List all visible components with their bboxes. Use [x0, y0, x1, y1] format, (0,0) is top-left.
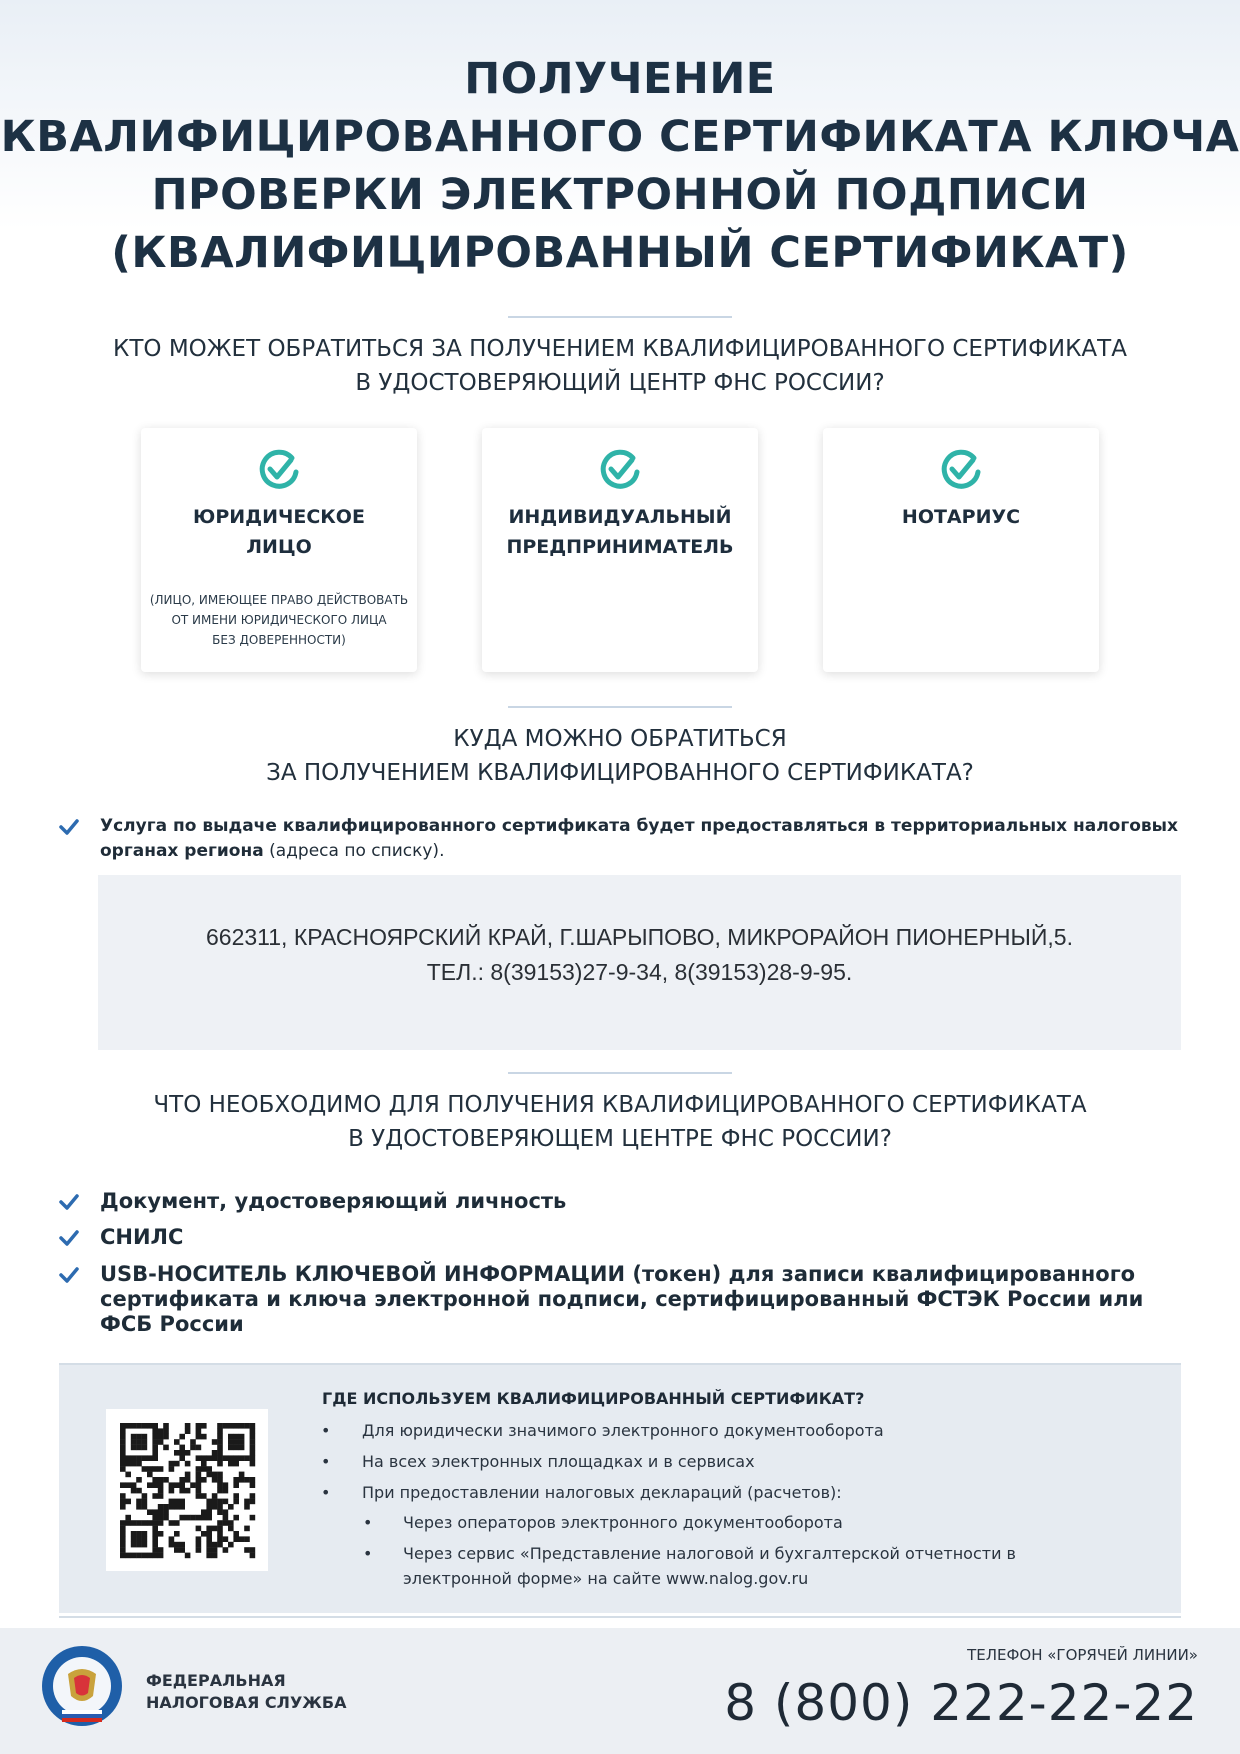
address-line: 662311, КРАСНОЯРСКИЙ КРАЙ, Г.ШАРЫПОВО, МИКРОРАЙОН ПИОНЕРНЫЙ,5. [206, 924, 1073, 950]
title-line: КВАЛИФИЦИРОВАННОГО СЕРТИФИКАТА КЛЮЧА [0, 112, 1240, 162]
tick-icon [59, 1230, 79, 1246]
page-title [0, 50, 1240, 282]
title-line: ПРОВЕРКИ ЭЛЕКТРОННОЙ ПОДПИСИ [151, 170, 1089, 220]
card-title [823, 502, 1099, 532]
tick-icon [59, 1267, 79, 1283]
card-title [482, 502, 758, 562]
who-heading-line: КТО МОЖЕТ ОБРАТИТЬСЯ ЗА ПОЛУЧЕНИЕМ КВАЛИФИЦИРОВАННОГО СЕРТИФИКАТА [113, 336, 1127, 362]
card-note-line: (ЛИЦО, ИМЕЮЩЕЕ ПРАВО ДЕЙСТВОВАТЬ [149, 593, 409, 607]
tick-icon [59, 819, 79, 835]
title-line: (КВАЛИФИЦИРОВАННЫЙ СЕРТИФИКАТ) [111, 228, 1129, 278]
fns-emblem-icon [40, 1644, 124, 1728]
card-legal-entity [141, 428, 417, 672]
card-notary [823, 428, 1099, 672]
requirement-item: СНИЛС [100, 1225, 184, 1249]
usage-item: Для юридически значимого электронного документооборота [362, 1421, 884, 1440]
requirements-heading-line: В УДОСТОВЕРЯЮЩЕМ ЦЕНТРЕ ФНС РОССИИ? [348, 1126, 892, 1152]
usage-title: ГДЕ ИСПОЛЬЗУЕМ КВАЛИФИЦИРОВАННЫЙ СЕРТИФИКАТ? [322, 1389, 865, 1408]
usage-bullet: • [321, 1483, 331, 1502]
address-phone-line: ТЕЛ.: 8(39153)27-9-34, 8(39153)28-9-95. [426, 959, 853, 985]
usage-item: При предоставлении налоговых деклараций (расчетов): [362, 1483, 842, 1502]
usage-subitem: Через операторов электронного документооборота [403, 1513, 843, 1532]
card-entrepreneur [482, 428, 758, 672]
where-heading-line: ЗА ПОЛУЧЕНИЕМ КВАЛИФИЦИРОВАННОГО СЕРТИФИКАТА? [266, 760, 974, 786]
usage-bullet: • [321, 1421, 331, 1440]
requirement-item: Документ, удостоверяющий личность [100, 1189, 567, 1213]
usage-item: На всех электронных площадках и в сервисах [362, 1452, 755, 1471]
service-text-bold: Услуга по выдаче квалифицированного сертификата будет предоставляться в территориальных налоговых органах региона [100, 816, 1178, 861]
hotline-label: ТЕЛЕФОН «ГОРЯЧЕЙ ЛИНИИ» [967, 1646, 1198, 1664]
where-heading-line: КУДА МОЖНО ОБРАТИТЬСЯ [453, 726, 787, 752]
org-name-line: НАЛОГОВАЯ СЛУЖБА [146, 1693, 347, 1712]
card-note-line: ОТ ИМЕНИ ЮРИДИЧЕСКОГО ЛИЦА [171, 613, 387, 627]
qr-code-graphic [106, 1409, 268, 1571]
check-circle-icon [258, 448, 300, 490]
card-title [141, 502, 417, 562]
who-heading [0, 332, 1240, 400]
title-line: ПОЛУЧЕНИЕ [464, 54, 776, 104]
usage-subbullet: • [363, 1544, 373, 1563]
section-divider [508, 1072, 732, 1074]
card-title-line: ЮРИДИЧЕСКОЕ [193, 506, 365, 528]
requirements-heading-line: ЧТО НЕОБХОДИМО ДЛЯ ПОЛУЧЕНИЯ КВАЛИФИЦИРОВАННОГО СЕРТИФИКАТА [153, 1092, 1087, 1118]
section-divider [508, 316, 732, 318]
service-text [100, 814, 1190, 864]
usage-subitem: Через сервис «Представление налоговой и бухгалтерской отчетности в [403, 1544, 1016, 1563]
usage-subbullet: • [363, 1513, 373, 1532]
card-title-line: ЛИЦО [246, 536, 312, 558]
who-heading-line: В УДОСТОВЕРЯЮЩИЙ ЦЕНТР ФНС РОССИИ? [355, 370, 885, 396]
card-note [149, 590, 409, 650]
check-circle-icon [940, 448, 982, 490]
section-divider [508, 706, 732, 708]
usage-subitem-cont: электронной форме» на сайте www.nalog.gov.ru [403, 1569, 809, 1588]
card-title-line: НОТАРИУС [901, 506, 1021, 528]
card-title-line: ПРЕДПРИНИМАТЕЛЬ [506, 536, 734, 558]
check-circle-icon [599, 448, 641, 490]
requirements-heading [0, 1088, 1240, 1156]
org-name-line: ФЕДЕРАЛЬНАЯ [146, 1671, 286, 1690]
org-name [146, 1670, 346, 1714]
qr-code-icon[interactable] [106, 1409, 268, 1571]
usage-bullet: • [321, 1452, 331, 1471]
usage-box-border [59, 1616, 1181, 1618]
card-note-line: БЕЗ ДОВЕРЕННОСТИ) [212, 633, 346, 647]
requirement-item: USB-НОСИТЕЛЬ КЛЮЧЕВОЙ ИНФОРМАЦИИ (токен) для записи квалифицированного сертификата и ключа электронной подписи, сертифицированный ФСТЭК России или ФСБ России [100, 1262, 1144, 1336]
card-title-line: ИНДИВИДУАЛЬНЫЙ [508, 506, 732, 528]
tick-icon [59, 1194, 79, 1210]
where-heading [0, 722, 1240, 790]
service-text-rest: (адреса по списку). [263, 841, 445, 861]
hotline-phone[interactable]: 8 (800) 222-22-22 [724, 1674, 1198, 1732]
